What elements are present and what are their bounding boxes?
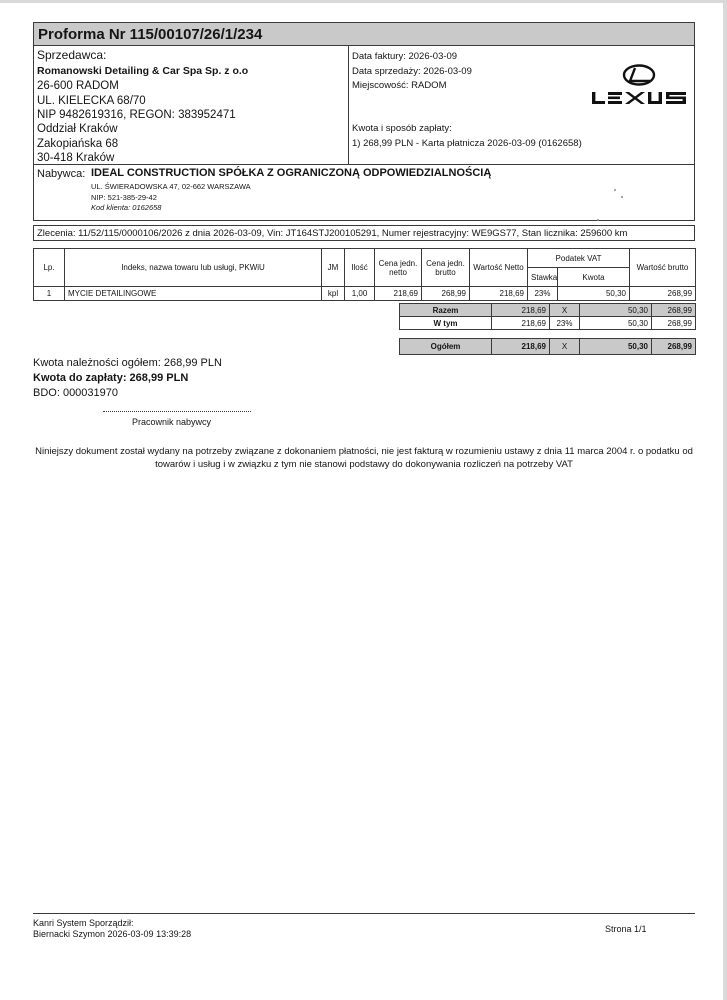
scan-edge-top [0, 0, 727, 3]
ogolem-rate: X [550, 339, 580, 355]
razem-net: 218,69 [492, 304, 550, 317]
razem-label: Razem [400, 304, 492, 317]
issue-place: Miejscowość: RADOM [352, 80, 447, 91]
table-row [34, 287, 696, 301]
ogolem-vat: 50,30 [580, 339, 652, 355]
employee-label: Pracownik nabywcy [132, 417, 212, 427]
order-line: Zlecenia: 11/52/115/0000106/2026 z dnia 2026-03-09, Vin: JT164STJ200105291, Numer rejestracyjny: WE9GS77, Stan licznika: 259600 km [33, 225, 695, 241]
legal-notice: Niniejszy dokument został wydany na potrzeby związane z dokonaniem płatności, nie jest fakturą w rozumieniu ustawy z dnia 11 marca 2004 r. o podatku od towarów i usług i w związku z tym nie stanowi podstawy do dokonywania rozliczeń na potrzeby VAT [35, 446, 693, 470]
header-lp: Lp. [34, 249, 65, 287]
scan-speck [614, 189, 616, 191]
sale-date: Data sprzedaży: 2026-03-09 [352, 66, 472, 77]
table-header-row [34, 249, 696, 268]
seller-branch-city: 30-418 Kraków [37, 152, 115, 164]
buyer-nip: NIP: 521-385-29-42 [91, 193, 157, 202]
buyer-label: Nabywca: [37, 168, 86, 180]
header-index: Indeks, nazwa towaru lub usługi, PKWiU [65, 249, 322, 287]
buyer-name: IDEAL CONSTRUCTION SPÓŁKA Z OGRANICZONĄ ODPOWIEDZIALNOŚCIĄ [91, 167, 492, 179]
signature-line [103, 411, 251, 412]
ogolem-gross: 268,99 [652, 339, 696, 355]
razem-rate: X [550, 304, 580, 317]
invoice-date: Data faktury: 2026-03-09 [352, 51, 458, 62]
header-net-price: Cena jedn. netto [375, 249, 422, 287]
footer-rule [33, 913, 695, 914]
cell-jm: kpl [322, 287, 345, 301]
header-divider [348, 46, 349, 165]
summary-table [399, 303, 696, 330]
wtym-net: 218,69 [492, 317, 550, 330]
cell-vat-rate: 23% [528, 287, 558, 301]
lexus-logo [590, 64, 688, 108]
seller-city: 26-600 RADOM [37, 80, 119, 92]
summary-row-ogolem [400, 339, 696, 355]
footer-system: Kanri System Sporządził: [33, 918, 134, 928]
header-gross-value: Wartość brutto [630, 249, 696, 287]
cell-gross-price: 268,99 [422, 287, 470, 301]
seller-name: Romanowski Detailing & Car Spa Sp. z o.o [37, 65, 249, 77]
seller-branch: Oddział Kraków [37, 123, 118, 135]
header-vat-amount: Kwota [558, 268, 630, 287]
payment-label: Kwota i sposób zapłaty: [352, 123, 452, 134]
wtym-vat: 50,30 [580, 317, 652, 330]
footer-page: Strona 1/1 [605, 924, 647, 934]
document-title: Proforma Nr 115/00107/26/1/234 [33, 22, 695, 46]
footer-author: Biernacki Szymon 2026-03-09 13:39:28 [33, 929, 192, 939]
summary-row-wtym [400, 317, 696, 330]
wtym-rate: 23% [550, 317, 580, 330]
seller-street: UL. KIELECKA 68/70 [37, 95, 146, 107]
razem-gross: 268,99 [652, 304, 696, 317]
seller-branch-street: Zakopiańska 68 [37, 138, 119, 150]
scan-edge-right [723, 0, 727, 1000]
cell-qty: 1,00 [345, 287, 375, 301]
grand-total-table [399, 338, 696, 355]
ogolem-net: 218,69 [492, 339, 550, 355]
summary-row-razem [400, 304, 696, 317]
header-vat-group: Podatek VAT [528, 249, 630, 268]
header-vat-rate: Stawka [528, 268, 558, 287]
cell-vat-amount: 50,30 [558, 287, 630, 301]
cell-name: MYCIE DETAILINGOWE [65, 287, 322, 301]
ogolem-label: Ogółem [400, 339, 492, 355]
wtym-gross: 268,99 [652, 317, 696, 330]
buyer-address: UL. ŚWIERADOWSKA 47, 02-662 WARSZAWA [91, 182, 251, 191]
scan-speck [597, 219, 599, 221]
header-jm: JM [322, 249, 345, 287]
items-table [33, 248, 696, 301]
amount-to-pay: Kwota do zapłaty: 268,99 PLN [33, 372, 189, 384]
razem-vat: 50,30 [580, 304, 652, 317]
bdo-number: BDO: 000031970 [33, 387, 119, 399]
header-net-value: Wartość Netto [470, 249, 528, 287]
seller-ids: NIP 9482619316, REGON: 383952471 [37, 109, 236, 121]
wtym-label: W tym [400, 317, 492, 330]
scan-speck [621, 196, 623, 198]
cell-gross-value: 268,99 [630, 287, 696, 301]
buyer-client-code: Kod klienta: 0162658 [91, 203, 162, 212]
payment-detail: 1) 268,99 PLN - Karta płatnicza 2026-03-09 (0162658) [352, 138, 582, 149]
cell-net-value: 218,69 [470, 287, 528, 301]
header-qty: Ilość [345, 249, 375, 287]
cell-lp: 1 [34, 287, 65, 301]
header-gross-price: Cena jedn. brutto [422, 249, 470, 287]
cell-net-price: 218,69 [375, 287, 422, 301]
seller-label: Sprzedawca: [37, 48, 107, 62]
amount-due-total: Kwota należności ogółem: 268,99 PLN [33, 357, 222, 369]
